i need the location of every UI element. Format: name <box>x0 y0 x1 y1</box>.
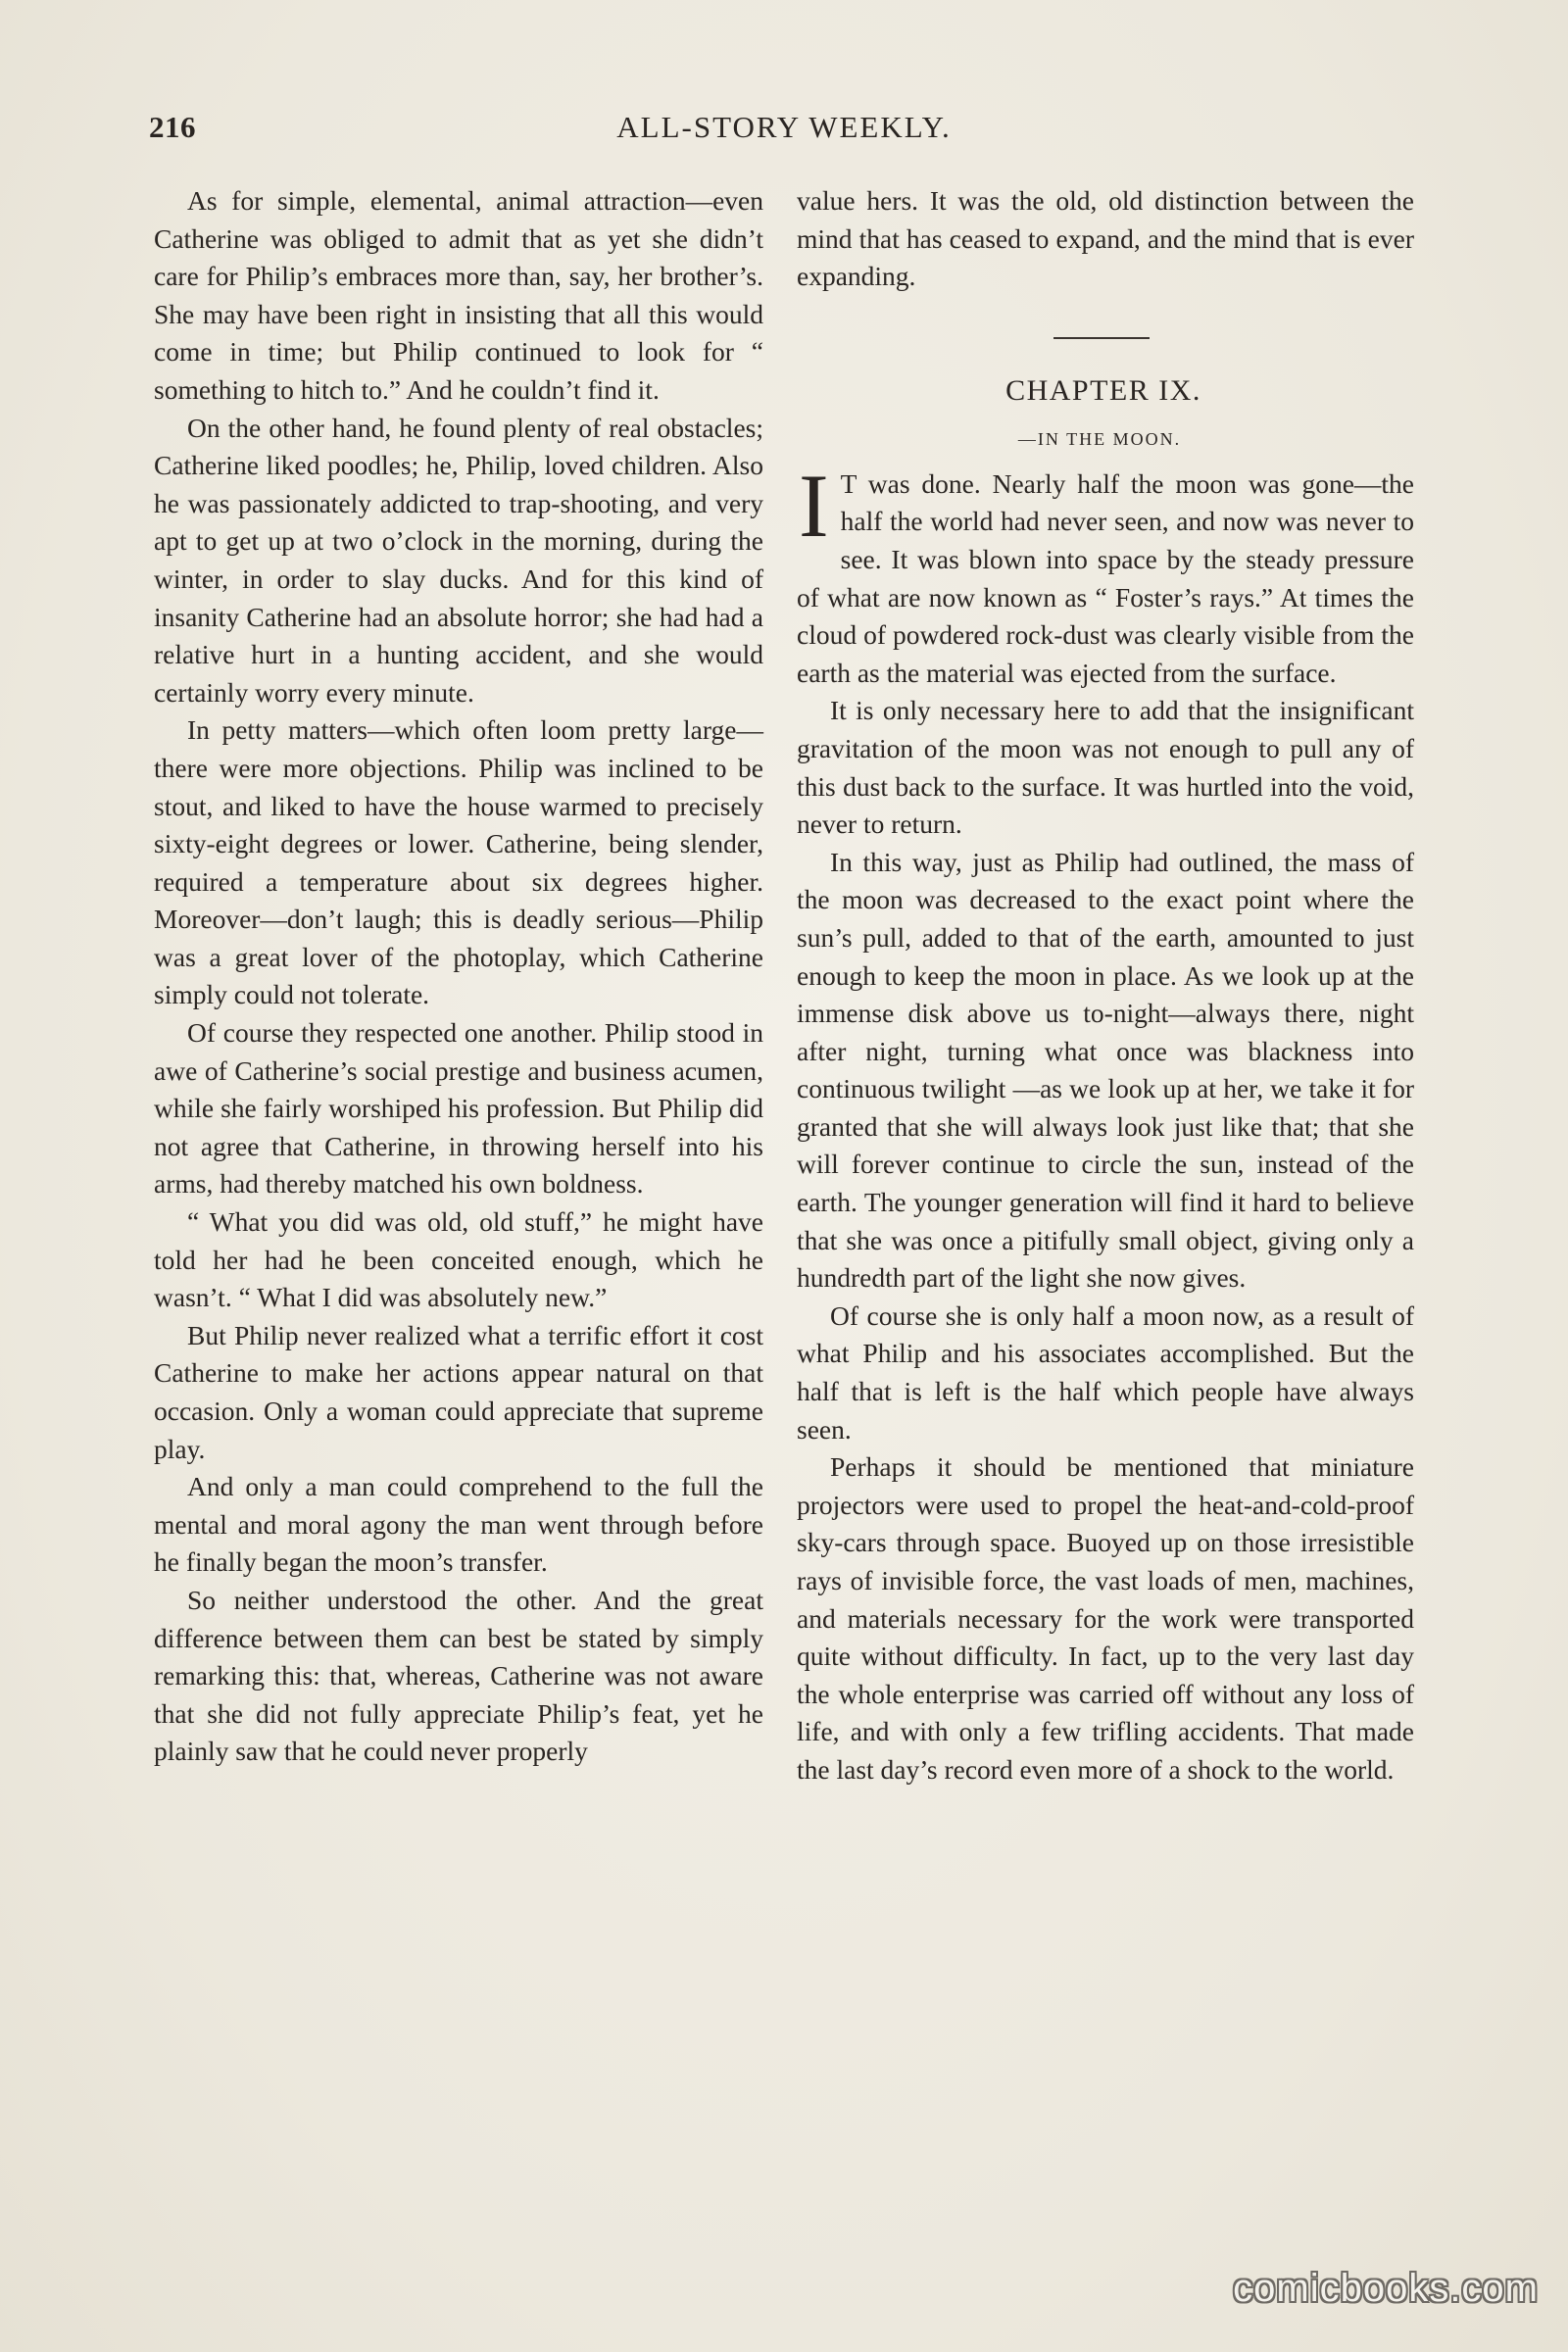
section-divider <box>1054 337 1150 339</box>
paragraph: But Philip never realized what a terrific effort it cost Catherine to make her actions appear natural on that occasion. Only a woman could appreciate that supreme play. <box>154 1319 763 1464</box>
chapter-subtitle: —IN THE MOON. <box>1017 428 1182 449</box>
page-number: 216 <box>149 110 196 144</box>
running-head: ALL-STORY WEEKLY. <box>616 110 952 144</box>
paragraph: And only a man could comprehend to the full the mental and moral agony the man went through before he finally began the moon’s transfer. <box>154 1471 763 1578</box>
opening-text: T was done. Nearly half the moon was gone—the half the world had never seen, and now was never to see. It was blown into space by the steady pressure of what are now known as “ Foster’s rays.” At times the cloud of powdered rock-dust was clearly visible from the earth as the material was ejected from the surface. <box>797 467 1414 688</box>
continuation-paragraph: value hers. It was the old, old distinction between the mind that has ceased to expand, and the mind that is ever expanding. <box>797 185 1414 292</box>
paragraph: “ What you did was old, old stuff,” he might have told her had he been conceited enough, which he wasn’t. “ What I did was absolutely new.” <box>154 1206 763 1313</box>
paragraph: So neither understood the other. And the great difference between them can best be stated by simply remarking this: that, whereas, Catherine was not aware that she did not fully appreciate Philip’s feat, yet he plainly saw that he could never properly <box>154 1584 763 1767</box>
paragraph: As for simple, elemental, animal attraction—even Catherine was obliged to admit that as yet she didn’t care for Philip’s embraces more than, say, her brother’s. She may have been right in insisting that all this would come in time; but Philip continued to look for “ something to hitch to.” And he couldn’t find it. <box>154 185 763 405</box>
paragraph: Of course she is only half a moon now, as a result of what Philip and his associates accomplished. But the half that is left is the half which people have always seen. <box>797 1299 1414 1445</box>
drop-cap: I <box>799 455 829 556</box>
paragraph: It is only necessary here to add that the insignificant gravitation of the moon was not enough to pull any of this dust back to the surface. It was hurtled into the void, never to return. <box>797 695 1414 840</box>
paragraph: In this way, just as Philip had outlined, the mass of the moon was decreased to the exact point where the sun’s pull, added to that of the earth, amounted to just enough to keep the moon in place. As we look up at the immense disk above us to-night—always there, night after night, turning what once was blackness into continuous twilight —as we look up at her, we take it for granted that she will always look just like that; that she will forever continue to circle the sun, instead of the earth. The younger generation will find it hard to believe that she was once a pitifully small object, giving only a hundredth part of the light she now gives. <box>797 846 1414 1294</box>
right-column <box>797 182 1414 1789</box>
chapter-title: CHAPTER IX. <box>1005 373 1201 407</box>
paragraph: In petty matters—which often loom pretty large—there were more objections. Philip was inclined to be stout, and liked to have the house warmed to precisely sixty-eight degrees or lower. Catherine, being slender, required a temperature about six degrees higher. Moreover—don’t laugh; this is deadly serious—Philip was a great lover of the photoplay, which Catherine simply could not tolerate. <box>154 714 763 1010</box>
page-header <box>147 110 1421 159</box>
site-watermark: comicbooks.com <box>1233 2267 1539 2310</box>
opening-paragraph <box>797 455 1414 693</box>
paragraph: Of course they respected one another. Philip stood in awe of Catherine’s social prestige and business acumen, while she fairly worshiped his profession. But Philip did not agree that Catherine, in throwing herself into his arms, had thereby matched his own boldness. <box>154 1017 763 1200</box>
paragraph: Perhaps it should be mentioned that miniature projectors were used to propel the heat-and-cold-proof sky-cars through space. Buoyed up on those irresistible rays of invisible force, the vast loads of men, machines, and materials necessary for the work were transported quite without difficulty. In fact, up to the very last day the whole enterprise was carried off without any loss of life, and with only a few trifling accidents. That made the last day’s record even more of a shock to the world. <box>797 1451 1414 1785</box>
paragraph: On the other hand, he found plenty of real obstacles; Catherine liked poodles; he, Philip, loved children. Also he was passionately addicted to trap-shooting, and very apt to get up at two o’clock in the morning, during the winter, in order to slay ducks. And for this kind of insanity Catherine had an absolute horror; she had had a relative hurt in a hunting accident, and she would certainly worry every minute. <box>154 412 763 708</box>
left-column <box>154 182 763 1771</box>
